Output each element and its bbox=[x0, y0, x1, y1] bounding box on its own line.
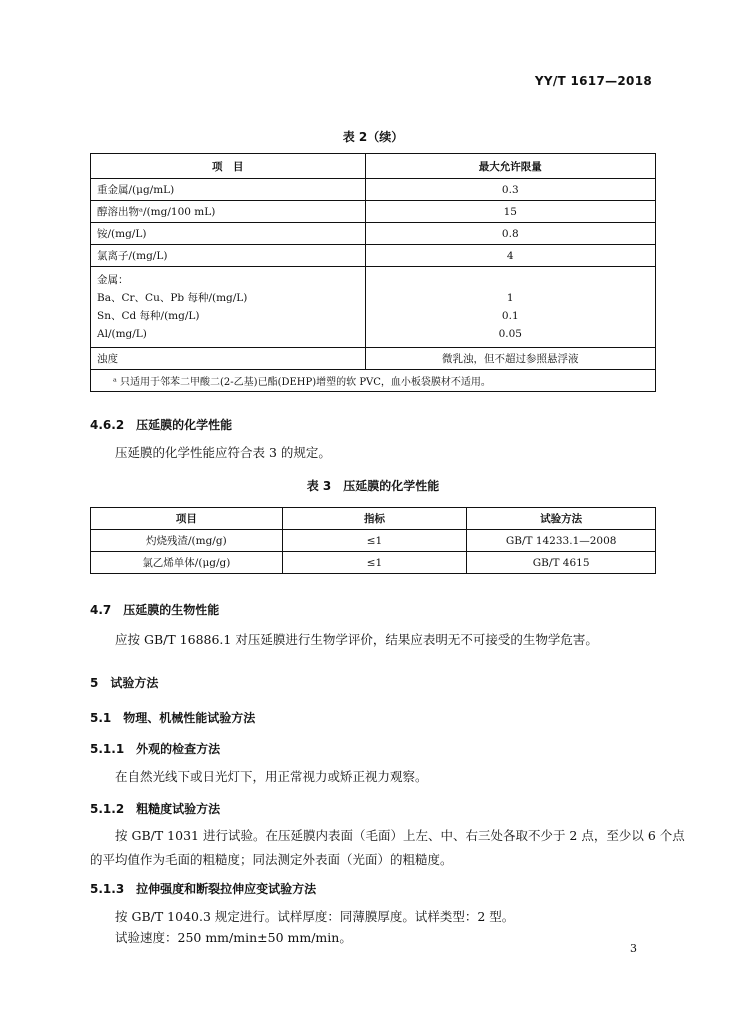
table-row bbox=[91, 245, 656, 267]
table-row bbox=[91, 530, 656, 552]
table-row bbox=[91, 223, 656, 245]
table3-header: 项目 bbox=[91, 508, 283, 530]
table2-cell-item: 浊度 bbox=[91, 348, 366, 370]
table2-cell-item: 重金属/(μg/mL) bbox=[91, 179, 366, 201]
table3-cell: 灼烧残渣/(mg/g) bbox=[91, 530, 283, 552]
table3-cell: 氯乙烯单体/(μg/g) bbox=[91, 552, 283, 574]
table3-cell: ≤1 bbox=[282, 552, 467, 574]
section-5-1-2-text-line1: 按 GB/T 1031 进行试验。在压延膜内表面（毛面）上左、中、右三处各取不少于 2 点，至少以 6 个点 bbox=[115, 828, 685, 843]
section-5-1-3-text-line2: 试验速度：250 mm/min±50 mm/min。 bbox=[115, 930, 352, 945]
table-2 bbox=[90, 153, 656, 392]
metals-title: 金属： bbox=[97, 274, 129, 286]
page-number: 3 bbox=[630, 942, 637, 955]
section-4-6-2-heading: 4.6.2 压延膜的化学性能 bbox=[90, 418, 233, 432]
standard-number: YY/T 1617—2018 bbox=[534, 74, 652, 88]
section-5-heading: 5 试验方法 bbox=[90, 676, 159, 690]
section-4-7-heading: 4.7 压延膜的生物性能 bbox=[90, 603, 220, 617]
table2-cell-limit: 0.3 bbox=[365, 179, 655, 201]
section-5-1-3-text-line1: 按 GB/T 1040.3 规定进行。试样厚度：同薄膜厚度。试样类型：2 型。 bbox=[115, 909, 515, 924]
metals-limit: 0.05 bbox=[498, 328, 522, 340]
metals-limit: 0.1 bbox=[501, 310, 519, 322]
metals-item: Ba、Cr、Cu、Pb 每种/(mg/L) bbox=[97, 292, 248, 304]
metals-item: Sn、Cd 每种/(mg/L) bbox=[97, 310, 200, 322]
table2-header-item: 项 目 bbox=[91, 154, 366, 179]
table3-header: 试验方法 bbox=[467, 508, 656, 530]
table2-cell-limit: 15 bbox=[365, 201, 655, 223]
table3-cell: GB/T 14233.1—2008 bbox=[467, 530, 656, 552]
table2-cell-item: 铵/(mg/L) bbox=[91, 223, 366, 245]
table2-header-limit: 最大允许限量 bbox=[365, 154, 655, 179]
table3-header: 指标 bbox=[282, 508, 467, 530]
table-row bbox=[91, 348, 656, 370]
table2-caption: 表 2（续） bbox=[342, 130, 404, 144]
table2-cell-limit: 4 bbox=[365, 245, 655, 267]
table-3 bbox=[90, 507, 656, 574]
table3-caption: 表 3 压延膜的化学性能 bbox=[306, 479, 440, 493]
table2-metals-limits bbox=[365, 267, 655, 348]
table-row-metals bbox=[91, 267, 656, 348]
section-5-1-1-heading: 5.1.1 外观的检查方法 bbox=[90, 742, 221, 756]
section-5-1-2-text-line2: 的平均值作为毛面的粗糙度；同法测定外表面（光面）的粗糙度。 bbox=[90, 852, 453, 867]
table2-cell-limit: 0.8 bbox=[365, 223, 655, 245]
section-4-6-2-text: 压延膜的化学性能应符合表 3 的规定。 bbox=[115, 445, 331, 460]
table2-cell-item: 醇溶出物ᵃ/(mg/100 mL) bbox=[91, 201, 366, 223]
metals-item: Al/(mg/L) bbox=[97, 328, 147, 340]
section-5-1-1-text: 在自然光线下或日光灯下，用正常视力或矫正视力观察。 bbox=[115, 769, 428, 784]
section-4-7-text: 应按 GB/T 16886.1 对压延膜进行生物学评价，结果应表明无不可接受的生物学危害。 bbox=[115, 632, 598, 647]
table2-footnote: ᵃ 只适用于邻苯二甲酸二(2-乙基)已酯(DEHP)增塑的软 PVC，血小板袋膜材不适用。 bbox=[91, 370, 656, 392]
metals-limit: 1 bbox=[506, 292, 514, 304]
section-5-1-heading: 5.1 物理、机械性能试验方法 bbox=[90, 711, 256, 725]
table-row bbox=[91, 201, 656, 223]
table2-cell-limit: 微乳浊，但不超过参照悬浮液 bbox=[365, 348, 655, 370]
table-row bbox=[91, 179, 656, 201]
table2-cell-item: 氯离子/(mg/L) bbox=[91, 245, 366, 267]
section-5-1-3-heading: 5.1.3 拉伸强度和断裂拉伸应变试验方法 bbox=[90, 882, 317, 896]
table3-cell: ≤1 bbox=[282, 530, 467, 552]
table-row-note bbox=[91, 370, 656, 392]
section-5-1-2-heading: 5.1.2 粗糙度试验方法 bbox=[90, 802, 221, 816]
table2-metals-items bbox=[91, 267, 366, 348]
table3-cell: GB/T 4615 bbox=[467, 552, 656, 574]
table-row bbox=[91, 552, 656, 574]
